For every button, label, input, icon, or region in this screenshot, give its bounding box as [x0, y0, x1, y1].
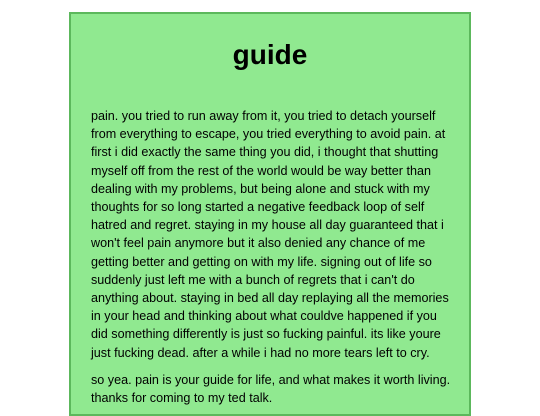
paragraph-1: pain. you tried to run away from it, you tried to detach yourself from everything to escape, you tried everything to avoid pain. at first i did exactly the same thing you did, i thought that shutting myself off from the rest of the world would be way better than dealing with my problems, but being alone and stuck with my thoughts for so long started a negative feedback loop of self hatred and regret. staying in my house all day guaranteed that i won't feel pain anymore but it also denied any chance of me getting better and getting on with my life. signing out of life so suddenly just left me with a bunch of regrets that i can't do anything about. staying in bed all day replaying all the memories in your head and thinking about what couldve happened if you did something differently is just so fucking painful. its like youre just fucking dead. after a while i had no more tears left to cry.	[91, 109, 449, 360]
content-card	[69, 12, 471, 416]
page-title: guide	[232, 39, 308, 70]
article-body	[91, 107, 453, 416]
paragraph-2: so yea. pain is your guide for life, and what makes it worth living. thanks for coming to my ted talk.	[91, 372, 451, 406]
